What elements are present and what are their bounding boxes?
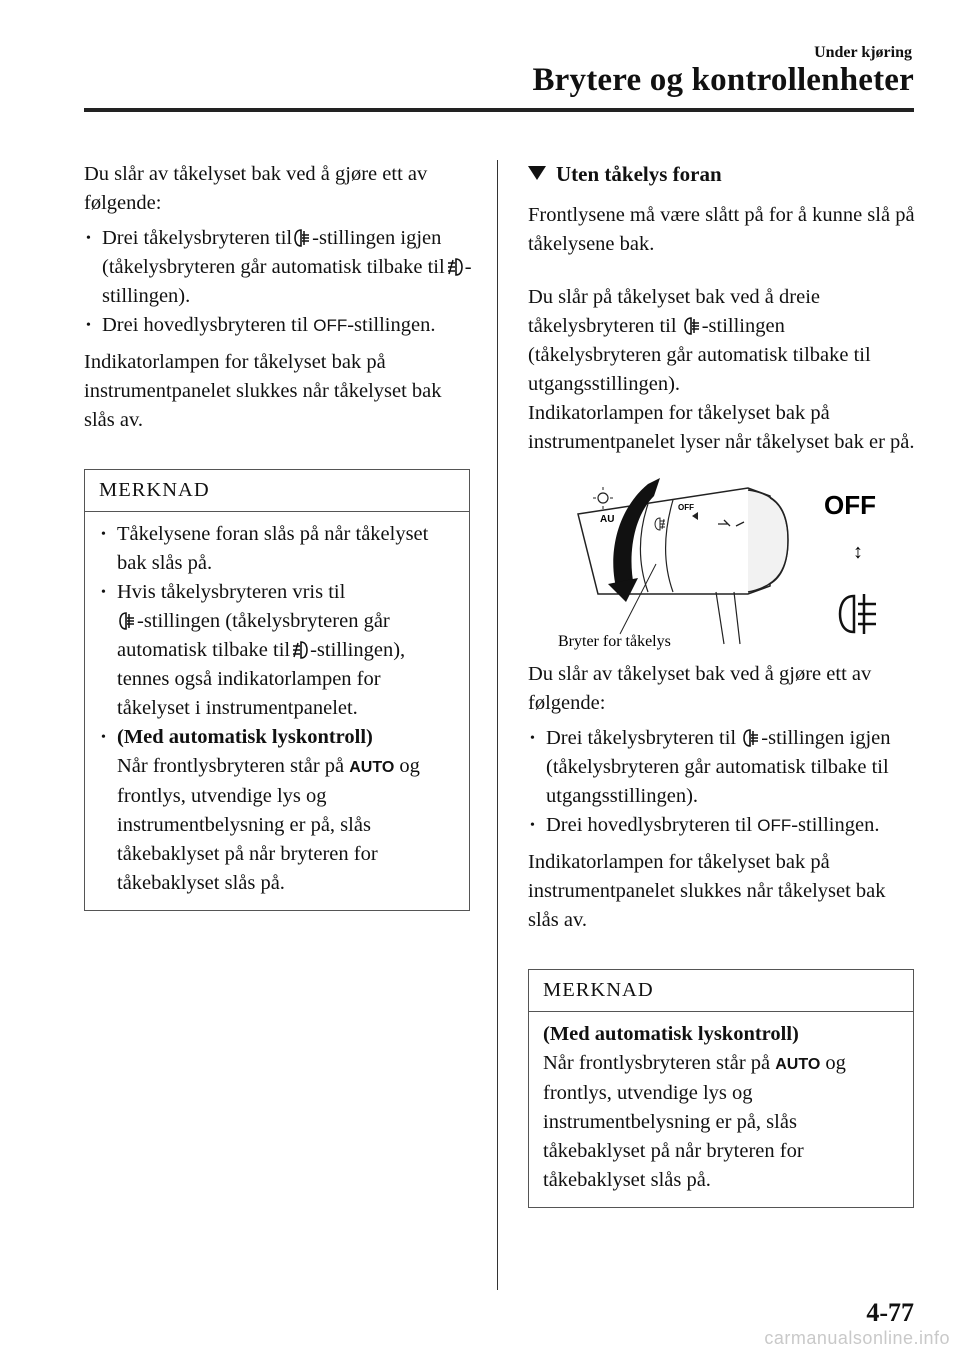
page-number: 4-77 [866,1298,914,1327]
left-paragraph: Indikatorlampen for tåkelyset bak på instrumentpanelet slukkes når tåkelyset bak slås av. [84,351,442,431]
left-note-bullet-1: • Tåkelysene foran slås på når tåkelyset bak slås på. [99,520,455,578]
front-fog-icon [290,640,310,660]
stalk-off-label: OFF [678,503,694,512]
right-paragraph-4: Du slår av tåkelyset bak ved å gjøre ett av følgende: [528,663,872,714]
rear-fog-icon [741,728,761,748]
right-paragraph-1: Frontlysene må være slått på for å kunne slå på tåkelysene bak. [528,204,915,255]
right-note-box [528,969,914,1208]
left-note-bullet-3: • (Med automatisk lyskontroll) Når frontlysbryteren står på AUTO og frontlys, utvendige lys og instrumentbelysning er på, slås tåkebaklyset på når bryteren for tåkebaklyset slås på. [99,723,455,898]
right-paragraph-5: Indikatorlampen for tåkelyset bak på instrumentpanelet slukkes når tåkelyset bak slås av. [528,851,886,931]
left-note-box [84,469,470,911]
rear-fog-icon [292,228,312,248]
right-bullet-2: • Drei hovedlysbryteren til OFF-stillingen. [528,811,916,840]
header-rule [84,108,914,112]
right-bullet-1: • Drei tåkelysbryteren til -stillingen igjen (tåkelysbryteren går automatisk tilbake til utgangsstillingen). [528,724,916,811]
left-column [84,160,472,911]
left-note-bullet-2: • Hvis tåkelysbryteren vris til -stillingen (tåkelysbryteren går automatisk tilbake til -stillingen), tennes også indikatorlampen for tåkelyset i instrumentpanelet. [99,578,455,723]
left-bullet-2: • Drei hovedlysbryteren til OFF-stillingen. [84,311,472,340]
right-paragraph-3: Indikatorlampen for tåkelyset bak på instrumentpanelet lyser når tåkelyset bak er på. [528,402,915,453]
section-heading: Uten tåkelys foran [528,160,916,189]
right-column-bottom [528,660,916,1208]
figure-rear-fog-icon [840,594,876,634]
left-bullet-1: • Drei tåkelysbryteren til -stillingen igjen (tåkelysbryteren går automatisk tilbake til -stillingen). [84,224,472,311]
figure-arrow: ↕ [853,541,863,563]
fog-switch-figure [548,474,918,654]
figure-off-label: OFF [824,490,876,520]
front-fog-icon [445,257,465,277]
header-chapter: Under kjøring [814,44,912,61]
triangle-bullet-icon [528,166,546,180]
rear-fog-icon [117,611,137,631]
right-paragraph-2: Du slår på tåkelyset bak ved å dreie tåkelysbryteren til -stillingen (tåkelysbryteren går automatisk tilbake til utgangsstillingen). [528,286,871,395]
right-column-top [528,160,916,457]
column-divider [497,160,498,1290]
right-note-body: (Med automatisk lyskontroll) Når frontlysbryteren står på AUTO og frontlys, utvendige lys og instrumentbelysning er på, slås tåkebaklyset på når bryteren for tåkebaklyset slås på. [543,1023,846,1191]
watermark: carmanualsonline.info [764,1328,950,1348]
right-note-title: MERKNAD [529,970,913,1012]
left-note-title: MERKNAD [85,470,469,512]
header-title: Brytere og kontrollenheter [532,62,914,98]
figure-caption: Bryter for tåkelys [558,633,671,650]
fog-switch-illustration [548,474,918,654]
rear-fog-icon [682,316,702,336]
stalk-auto-label: AU [600,514,615,525]
left-intro: Du slår av tåkelyset bak ved å gjøre ett av følgende: [84,163,428,214]
